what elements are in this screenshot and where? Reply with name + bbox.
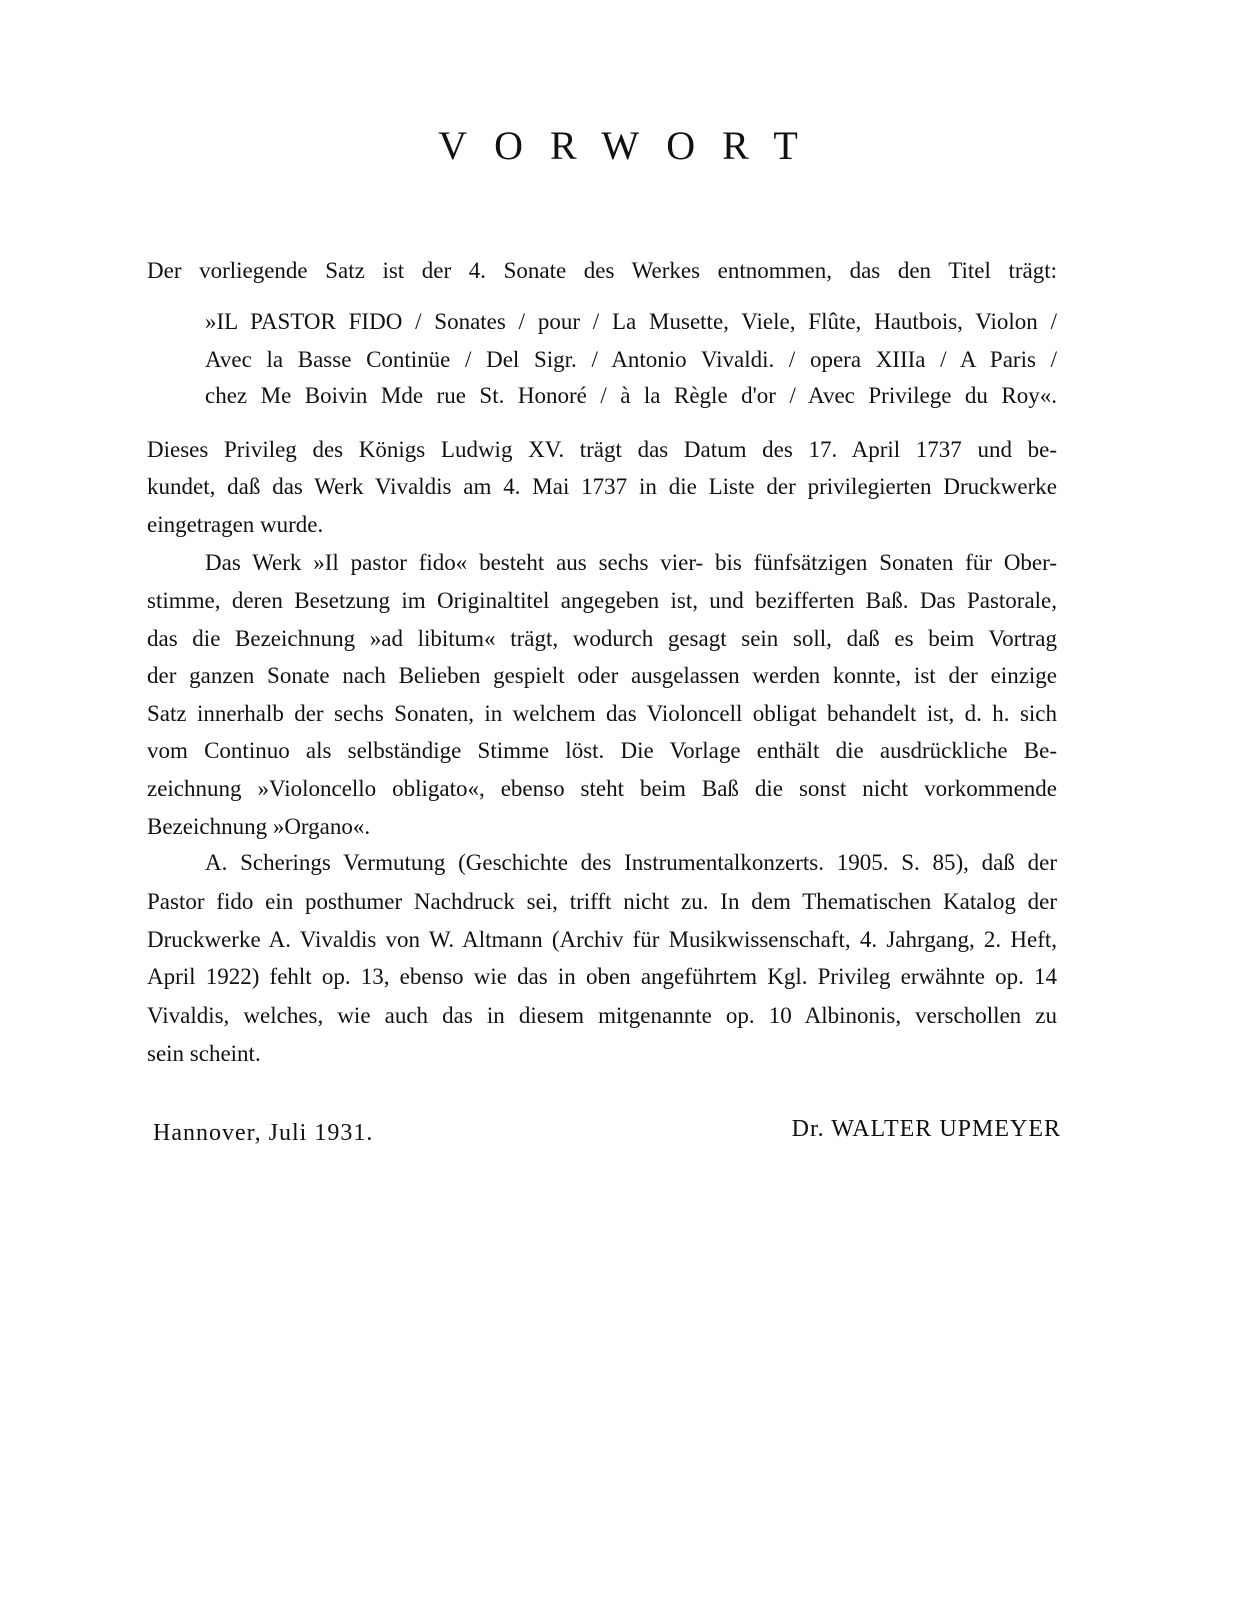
paragraph-line: das die Bezeichnung »ad libitum« trägt, wodurch gesagt sein soll, daß es beim Vortrag — [147, 626, 1057, 651]
page-title: VORWORT — [438, 123, 825, 168]
paragraph-line: Druckwerke A. Vivaldis von W. Altmann (Archiv für Musikwissenschaft, 4. Jahrgang, 2. Heft, — [147, 927, 1057, 952]
paragraph-line: Pastor fido ein posthumer Nachdruck sei, trifft nicht zu. In dem Thematischen Katalog der — [147, 889, 1057, 914]
paragraph-line: zeichnung »Violoncello obligato«, ebenso steht beim Baß die sonst nicht vorkommende — [147, 776, 1057, 801]
paragraph-line: eingetragen wurde. — [147, 512, 324, 537]
intro-line: Der vorliegende Satz ist der 4. Sonate des Werkes entnommen, das den Titel trägt: — [147, 258, 1057, 283]
quote-line: Avec la Basse Continüe / Del Sigr. / Antonio Vivaldi. / opera XIIIa / A Paris / — [205, 347, 1057, 372]
paragraph-line: Dieses Privileg des Königs Ludwig XV. trägt das Datum des 17. April 1737 und be- — [147, 437, 1057, 462]
paragraph-line: stimme, deren Besetzung im Originaltitel angegeben ist, und bezifferten Baß. Das Pastorale, — [147, 588, 1057, 613]
paragraph-line: April 1922) fehlt op. 13, ebenso wie das in oben angeführtem Kgl. Privileg erwähnte op. 14 — [147, 964, 1057, 989]
quote-line: chez Me Boivin Mde rue St. Honoré / à la Règle d'or / Avec Privilege du Roy«. — [205, 383, 1057, 408]
place-date: Hannover, Juli 1931. — [153, 1120, 374, 1146]
quote-line: »IL PASTOR FIDO / Sonates / pour / La Musette, Viele, Flûte, Hautbois, Violon / — [205, 309, 1057, 334]
paragraph-line: Vivaldis, welches, wie auch das in diesem mitgenannte op. 10 Albinonis, verschollen zu — [147, 1003, 1057, 1028]
paragraph-line: Satz innerhalb der sechs Sonaten, in welchem das Violoncell obligat behandelt ist, d. h. sich — [147, 701, 1057, 726]
paragraph-line: vom Continuo als selbständige Stimme löst. Die Vorlage enthält die ausdrückliche Be- — [147, 738, 1057, 763]
paragraph-line: der ganzen Sonate nach Belieben gespielt oder ausgelassen werden konnte, ist der einzige — [147, 663, 1057, 688]
paragraph-line: Das Werk »Il pastor fido« besteht aus sechs vier- bis fünfsätzigen Sonaten für Ober- — [205, 550, 1057, 575]
paragraph-line: sein scheint. — [147, 1041, 261, 1066]
paragraph-line: Bezeichnung »Organo«. — [147, 814, 371, 839]
paragraph-line: kundet, daß das Werk Vivaldis am 4. Mai 1737 in die Liste der privilegierten Druckwerke — [147, 474, 1057, 499]
paragraph-line: A. Scherings Vermutung (Geschichte des Instrumentalkonzerts. 1905. S. 85), daß der — [205, 850, 1057, 875]
author-name: Dr. WALTER UPMEYER — [791, 1116, 1061, 1142]
